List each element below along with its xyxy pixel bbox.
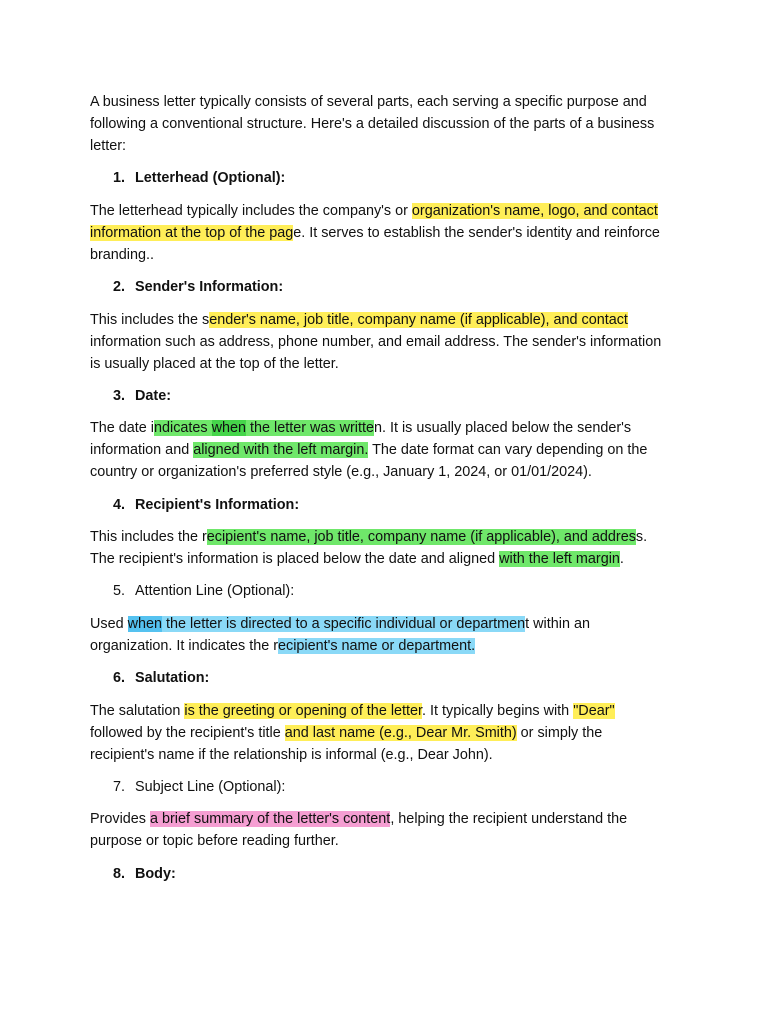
section-title: Sender's Information:: [135, 279, 284, 295]
text-run: n. It is usually placed below the sender's: [373, 420, 632, 436]
section-title: Recipient's Information:: [135, 497, 300, 513]
section-heading-date: [113, 385, 171, 407]
text-run: recipient's name if the relationship is informal (e.g., Dear John).: [90, 747, 493, 763]
text-run: Used: [90, 616, 128, 632]
section-title: Subject Line (Optional):: [135, 779, 286, 795]
paragraph-letterhead: [90, 200, 690, 266]
section-heading-salutation: [113, 667, 209, 689]
section-title: Date:: [135, 388, 171, 404]
text-run: or simply the: [516, 725, 603, 741]
highlighted-text: organization's name, logo, and contact: [411, 203, 658, 219]
section-heading-letterhead: [113, 167, 285, 189]
text-run: The date format can vary depending on the: [368, 442, 648, 458]
highlighted-text: information at the top of the pag: [90, 225, 294, 241]
paragraph-attention: [90, 613, 690, 657]
section-number: 8.: [113, 866, 126, 882]
highlighted-text: "Dear": [573, 703, 615, 719]
highlighted-text: aligned with the left margin.: [193, 442, 369, 458]
highlighted-text: and last name (e.g., Dear Mr. Smith): [284, 725, 517, 741]
paragraph-recipient: [90, 526, 690, 570]
intro-line: letter:: [90, 138, 126, 154]
text-run: information such as address, phone number, and email address. The sender's information: [90, 334, 662, 350]
section-number: 3.: [113, 388, 126, 404]
section-heading-recipient: [113, 494, 299, 516]
text-run: . It typically begins with: [422, 703, 574, 719]
intro-line: following a conventional structure. Here's a detailed discussion of the parts of a business: [90, 116, 655, 132]
text-run: e. It serves to establish the sender's identity and reinforce: [293, 225, 660, 241]
text-run: This includes the s: [90, 312, 210, 328]
section-number: 2.: [113, 279, 126, 295]
section-title: Body:: [135, 866, 176, 882]
intro-line: A business letter typically consists of several parts, each serving a specific purpose and: [90, 94, 647, 110]
text-run: The date i: [90, 420, 154, 436]
section-number: 4.: [113, 497, 126, 513]
text-run: s.: [635, 529, 648, 545]
text-run: The salutation: [90, 703, 185, 719]
highlighted-text: the letter was writte: [246, 420, 374, 436]
text-run: information and: [90, 442, 194, 458]
highlighted-text: when: [211, 420, 247, 436]
highlighted-text: when: [127, 616, 162, 632]
section-number: 6.: [113, 670, 126, 686]
text-run: , helping the recipient understand the: [390, 811, 628, 827]
section-number: 1.: [113, 170, 126, 186]
text-run: This includes the r: [90, 529, 207, 545]
text-run: The letterhead typically includes the company's or: [90, 203, 412, 219]
highlighted-text: ndicates: [154, 420, 212, 436]
paragraph-salutation: [90, 700, 690, 766]
text-run: country or organization's preferred style (e.g., January 1, 2024, or 01/01/2024).: [90, 464, 592, 480]
text-run: purpose or topic before reading further.: [90, 833, 339, 849]
text-run: The recipient's information is placed below the date and aligned: [90, 551, 500, 567]
highlighted-text: with the left margin: [499, 551, 620, 567]
text-run: Provides: [90, 811, 150, 827]
section-heading-subject: [113, 776, 285, 798]
section-heading-attention: [113, 580, 294, 602]
section-title: Salutation:: [135, 670, 210, 686]
section-heading-sender: [113, 276, 283, 298]
text-run: followed by the recipient's title: [90, 725, 285, 741]
text-run: .: [619, 551, 624, 567]
highlighted-text: ender's name, job title, company name (if applicable), and contact: [209, 312, 628, 328]
highlighted-text: ecipient's name, job title, company name (if applicable), and addres: [206, 529, 636, 545]
highlighted-text: a brief summary of the letter's content: [150, 811, 391, 827]
section-title: Attention Line (Optional):: [135, 583, 295, 599]
section-title: Letterhead (Optional):: [135, 170, 286, 186]
text-run: t within an: [525, 616, 590, 632]
highlighted-text: is the greeting or opening of the letter: [184, 703, 423, 719]
intro-paragraph: [90, 91, 690, 157]
section-number: 7.: [113, 779, 126, 795]
paragraph-subject: [90, 808, 690, 852]
highlighted-text: the letter is directed to a specific individual or departmen: [162, 616, 526, 632]
text-run: organization. It indicates the r: [90, 638, 278, 654]
section-number: 5.: [113, 583, 126, 599]
highlighted-text: ecipient's name or department.: [278, 638, 476, 654]
text-run: branding..: [90, 247, 155, 263]
text-run: is usually placed at the top of the letter.: [90, 356, 339, 372]
paragraph-sender: [90, 309, 690, 375]
paragraph-date: [90, 417, 690, 483]
section-heading-body: [113, 863, 176, 885]
